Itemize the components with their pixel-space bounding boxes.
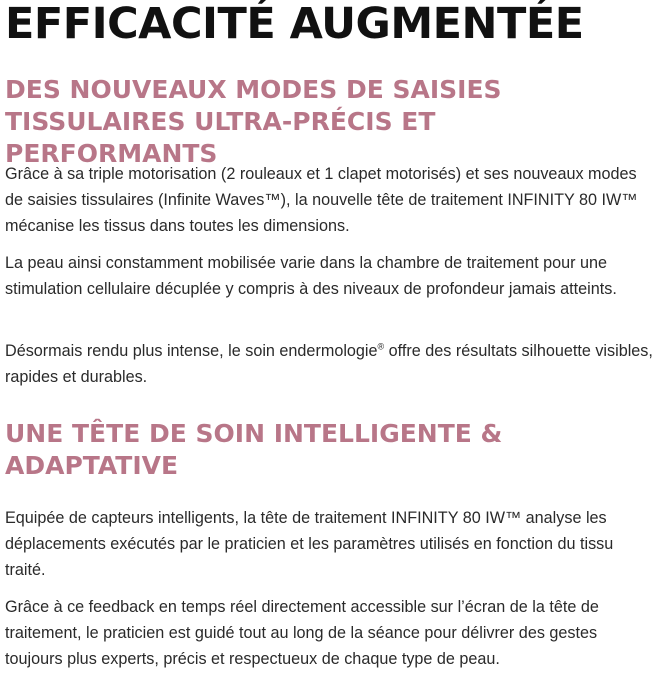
paragraph-resultats-end: offre des résultats silhouette visibles, rapides et durables.: [5, 342, 653, 386]
page-title: EFFICACITÉ AUGMENTÉE: [5, 0, 584, 49]
paragraph-stimulation: La peau ainsi constamment mobilisée varie dans la chambre de traitement pour une stimulation cellulaire décuplée y compris à des niveaux de profondeur jamais atteints.: [5, 254, 617, 298]
section-heading-saisies: DES NOUVEAUX MODES DE SAISIES TISSULAIRES ULTRA-PRÉCIS ET PERFORMANTS: [5, 75, 502, 168]
registered-mark: ®: [377, 341, 385, 352]
paragraph-capteurs: Equipée de capteurs intelligents, la tête de traitement INFINITY 80 IW™ analyse les déplacements exécutés par le praticien et les paramètres utilisés en fonction du tissu traité.: [5, 509, 614, 579]
paragraph-feedback: Grâce à ce feedback en temps réel directement accessible sur l’écran de la tête de traitement, le praticien est guidé tout au long de la séance pour délivrer des gestes toujours plus experts, précis et respectueux de chaque type de peau.: [5, 598, 599, 668]
paragraph-resultats-start: Désormais rendu plus intense, le soin endermologie: [5, 342, 378, 360]
paragraph-resultats: [5, 338, 655, 390]
paragraph-motorisation: Grâce à sa triple motorisation (2 rouleaux et 1 clapet motorisés) et ses nouveaux modes de saisies tissulaires (Infinite Waves™), la nouvelle tête de traitement INFINITY 80 IW™ mécanise les tissus dans toutes les dimensions.: [5, 165, 638, 235]
section-heading-tete-intelligente: UNE TÊTE DE SOIN INTELLIGENTE & ADAPTATIVE: [5, 419, 503, 480]
